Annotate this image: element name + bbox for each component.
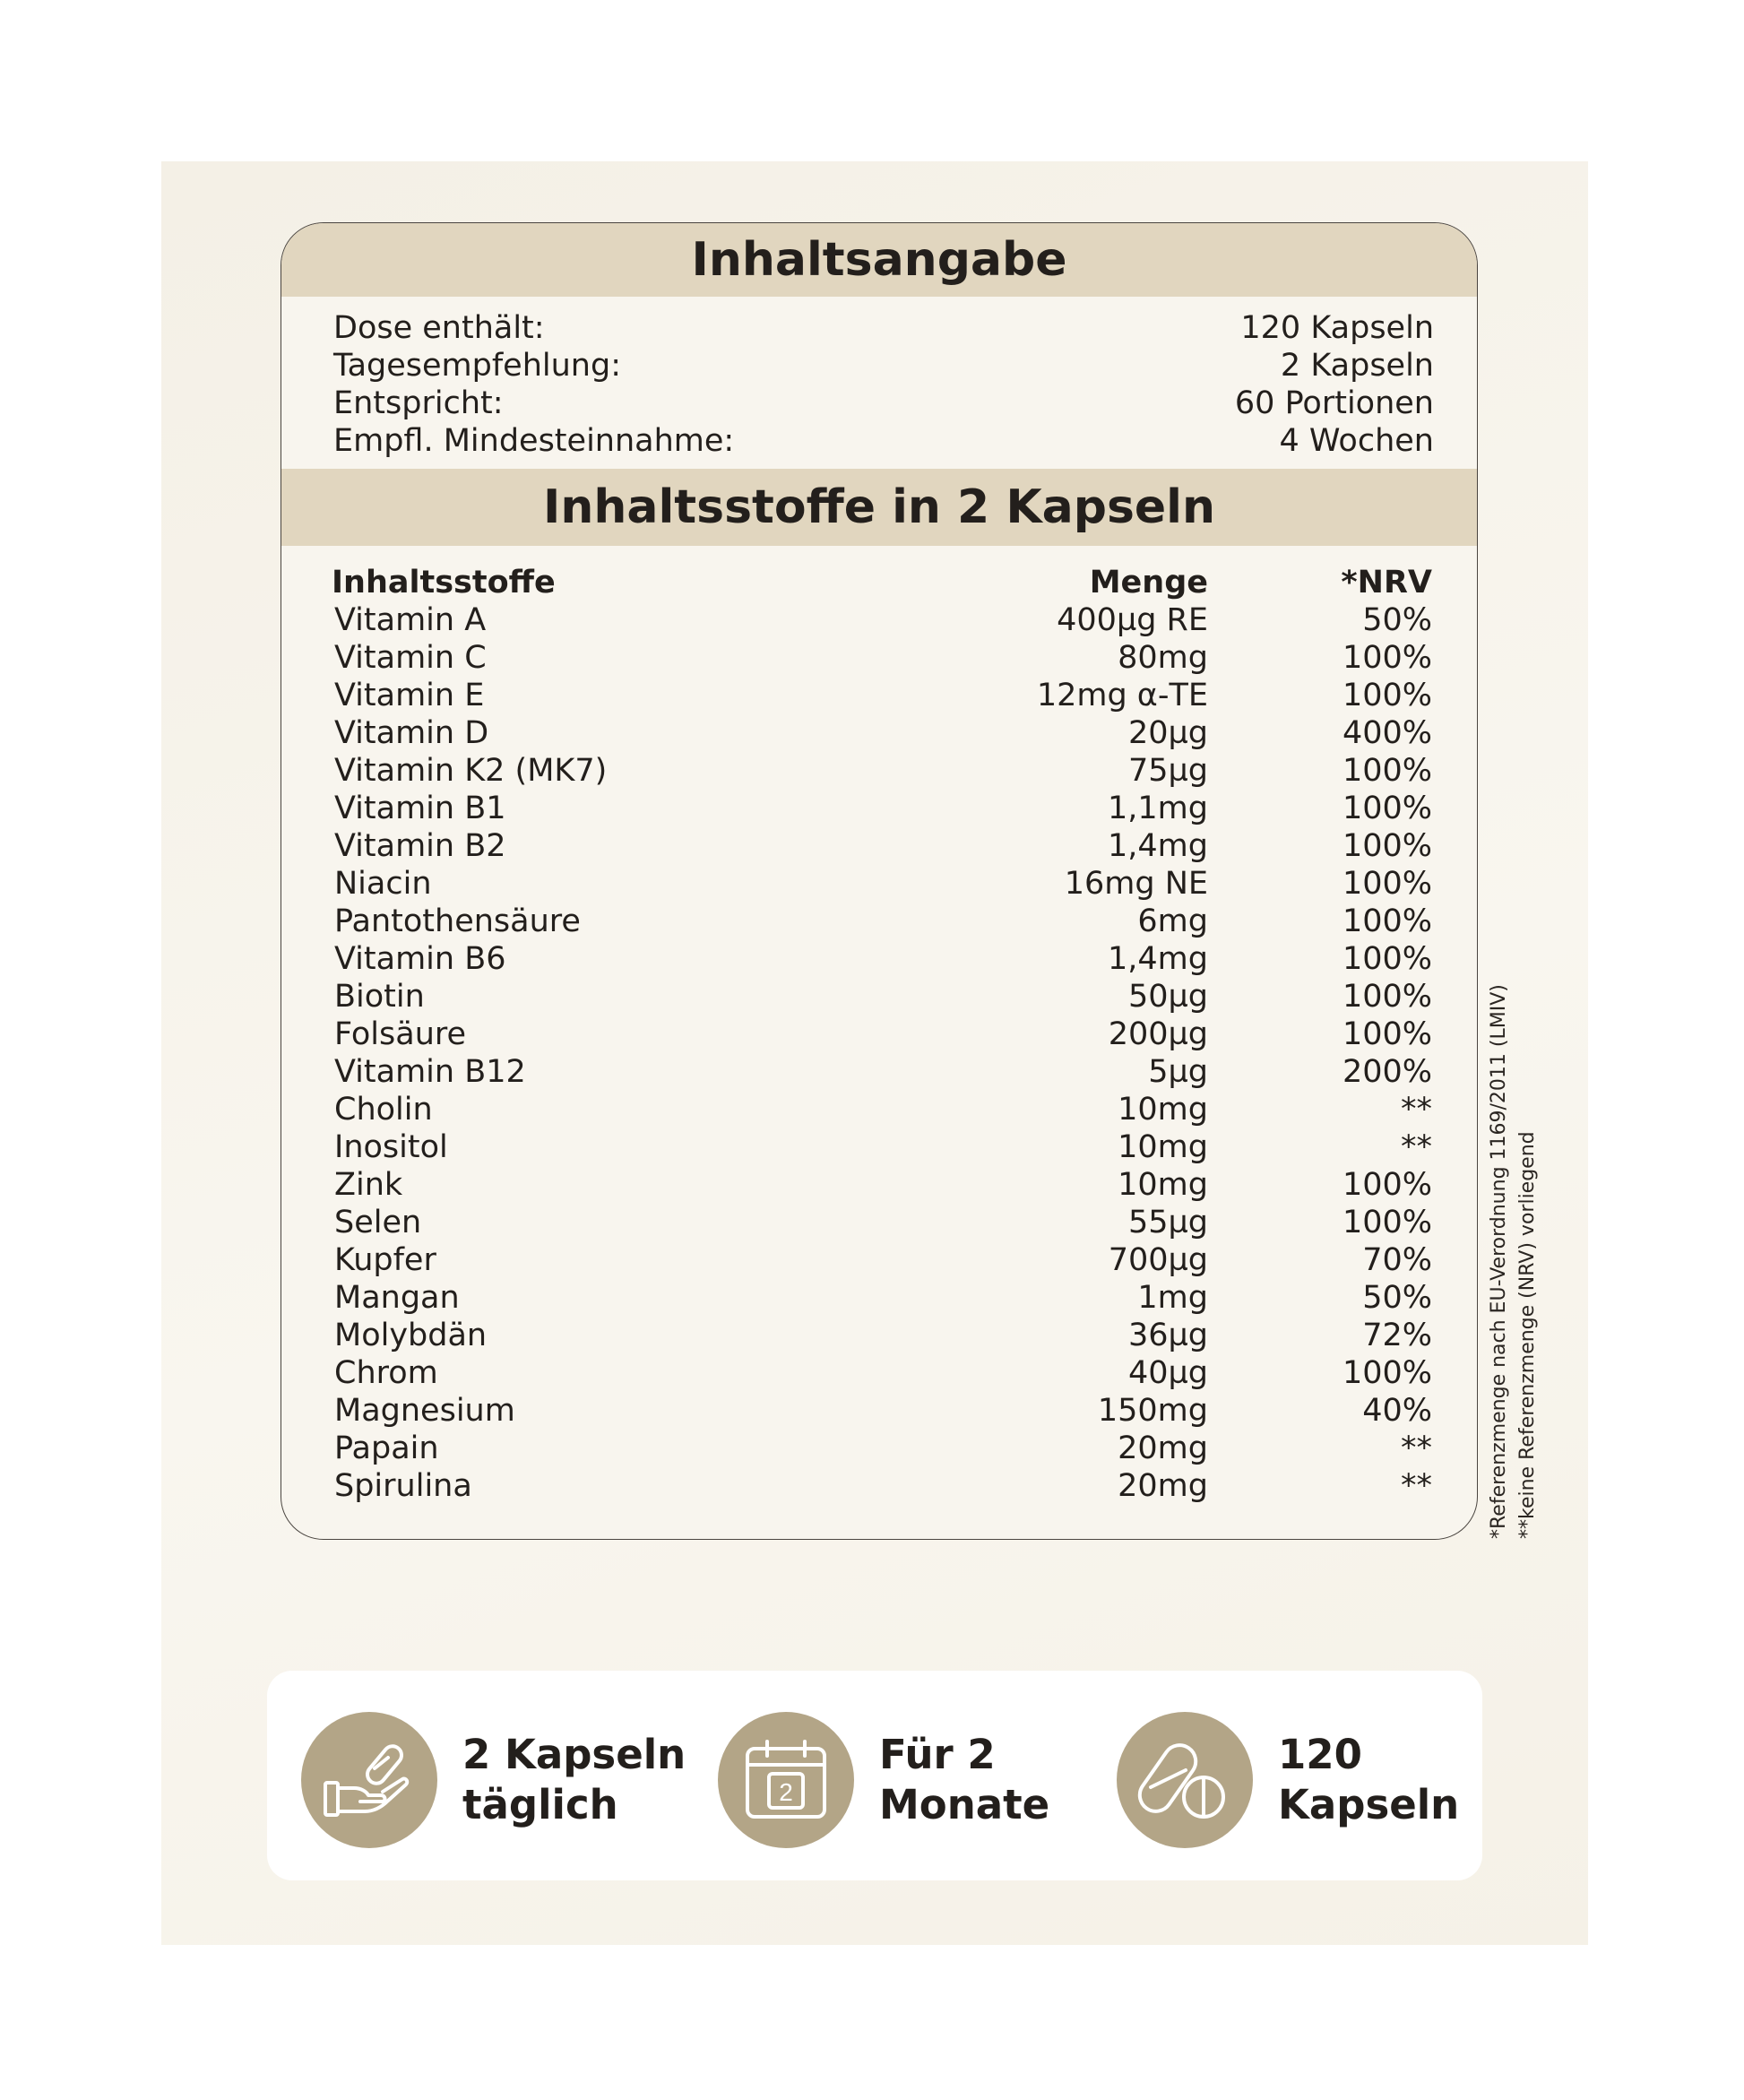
ingredient-name: Papain — [334, 1430, 439, 1466]
ingredient-name: Vitamin K2 (MK7) — [334, 753, 608, 789]
column-header-name: Inhaltsstoffe — [332, 565, 556, 601]
ingredient-amount: 400µg RE — [1057, 602, 1208, 638]
ingredient-row — [332, 1166, 1432, 1204]
ingredient-name: Vitamin B12 — [334, 1054, 526, 1090]
ingredient-name: Vitamin B2 — [334, 828, 506, 864]
ingredient-row — [332, 865, 1432, 903]
ingredients-header — [332, 564, 1432, 601]
ingredient-row — [332, 639, 1432, 677]
ingredient-nrv: 200% — [1342, 1054, 1432, 1090]
ingredient-name: Spirulina — [334, 1468, 472, 1504]
ingredient-name: Pantothensäure — [334, 903, 581, 939]
ingredient-nrv: 100% — [1342, 828, 1432, 864]
ingredient-amount: 40µg — [1127, 1355, 1208, 1391]
ingredient-nrv: ** — [1401, 1129, 1432, 1165]
ingredient-amount: 55µg — [1127, 1205, 1208, 1240]
calendar-number: 2 — [779, 1778, 793, 1806]
footnotes — [1485, 929, 1542, 1539]
ingredient-amount: 20mg — [1118, 1430, 1208, 1466]
ingredient-amount: 10mg — [1118, 1092, 1208, 1128]
ingredient-name: Vitamin C — [334, 640, 487, 676]
info-value: 4 Wochen — [1279, 423, 1434, 459]
feature-label — [462, 1730, 686, 1830]
ingredient-row — [332, 677, 1432, 714]
ingredient-name: Vitamin B1 — [334, 791, 506, 826]
ingredient-row — [332, 1015, 1432, 1053]
ingredient-name: Cholin — [334, 1092, 433, 1128]
feature-label-line: Kapseln — [1278, 1781, 1460, 1828]
hand-capsule-icon — [301, 1712, 437, 1848]
ingredient-name: Folsäure — [334, 1016, 467, 1052]
ingredient-row — [332, 827, 1432, 865]
ingredient-nrv: 100% — [1342, 866, 1432, 902]
ingredient-amount: 150mg — [1097, 1393, 1208, 1429]
ingredient-nrv: 100% — [1342, 1167, 1432, 1203]
ingredient-name: Selen — [334, 1205, 422, 1240]
ingredient-nrv: 100% — [1342, 791, 1432, 826]
ingredient-nrv: 100% — [1342, 1205, 1432, 1240]
info-value: 120 Kapseln — [1240, 310, 1434, 346]
ingredient-row — [332, 978, 1432, 1015]
ingredient-nrv: 50% — [1362, 602, 1432, 638]
product-panel — [161, 161, 1588, 1945]
ingredient-name: Niacin — [334, 866, 432, 902]
ingredient-row — [332, 1430, 1432, 1467]
ingredient-nrv: ** — [1401, 1092, 1432, 1128]
ingredient-name: Vitamin A — [334, 602, 487, 638]
info-row — [333, 347, 1434, 385]
features-bar — [267, 1671, 1482, 1880]
ingredient-amount: 5µg — [1148, 1054, 1208, 1090]
info-label: Dose enthält: — [333, 310, 545, 346]
footnote-nrv: *Referenzmenge nach EU-Verordnung 1169/2011 (LMIV) — [1488, 984, 1510, 1539]
info-row — [333, 422, 1434, 460]
ingredient-amount: 12mg α-TE — [1036, 678, 1208, 713]
ingredient-row — [332, 903, 1432, 940]
ingredient-nrv: 100% — [1342, 979, 1432, 1015]
ingredient-row — [332, 601, 1432, 639]
ingredient-name: Molybdän — [334, 1318, 488, 1353]
ingredient-nrv: 100% — [1342, 1355, 1432, 1391]
ingredient-nrv: 50% — [1362, 1280, 1432, 1316]
column-header-amount: Menge — [1089, 565, 1208, 601]
contents-card — [281, 222, 1478, 1540]
ingredient-name: Vitamin D — [334, 715, 489, 751]
ingredient-nrv: 40% — [1362, 1393, 1432, 1429]
info-label: Tagesempfehlung: — [333, 348, 621, 384]
ingredient-amount: 10mg — [1118, 1167, 1208, 1203]
ingredient-nrv: ** — [1401, 1468, 1432, 1504]
ingredient-name: Magnesium — [334, 1393, 515, 1429]
ingredient-nrv: 100% — [1342, 678, 1432, 713]
ingredient-row — [332, 1204, 1432, 1241]
ingredient-amount: 1,4mg — [1108, 941, 1208, 977]
ingredient-row — [332, 1053, 1432, 1091]
info-value: 60 Portionen — [1234, 385, 1434, 421]
info-label: Entspricht: — [333, 385, 504, 421]
column-header-nrv: *NRV — [1341, 565, 1432, 601]
feature-label-line: Monate — [879, 1781, 1050, 1828]
ingredient-name: Zink — [334, 1167, 403, 1203]
ingredient-row — [332, 790, 1432, 827]
ingredient-row — [332, 752, 1432, 790]
ingredient-nrv: 72% — [1362, 1318, 1432, 1353]
feature-label-line: Für 2 — [879, 1731, 996, 1778]
ingredient-amount: 10mg — [1118, 1129, 1208, 1165]
ingredient-amount: 6mg — [1137, 903, 1208, 939]
feature-count — [1117, 1712, 1459, 1848]
info-row — [333, 309, 1434, 347]
feature-daily-dose — [301, 1712, 686, 1848]
ingredients-table — [281, 546, 1477, 1505]
feature-duration — [718, 1712, 1049, 1848]
feature-label-line: 120 — [1278, 1731, 1362, 1778]
ingredient-name: Chrom — [334, 1355, 438, 1391]
footnote-no-nrv: **keine Referenzmenge (NRV) vorliegend — [1516, 1131, 1539, 1539]
ingredient-amount: 1mg — [1137, 1280, 1208, 1316]
ingredient-amount: 1,1mg — [1108, 791, 1208, 826]
ingredient-name: Mangan — [334, 1280, 460, 1316]
ingredient-nrv: 100% — [1342, 1016, 1432, 1052]
ingredient-row — [332, 940, 1432, 978]
capsules-icon — [1117, 1712, 1253, 1848]
contents-title: Inhaltsangabe — [281, 223, 1477, 297]
ingredient-amount: 200µg — [1108, 1016, 1208, 1052]
ingredient-row — [332, 1317, 1432, 1354]
ingredient-amount: 36µg — [1127, 1318, 1208, 1353]
ingredient-amount: 80mg — [1118, 640, 1208, 676]
ingredient-nrv: 70% — [1362, 1242, 1432, 1278]
ingredient-row — [332, 714, 1432, 752]
ingredient-row — [332, 1354, 1432, 1392]
ingredient-row — [332, 1467, 1432, 1505]
package-info — [281, 297, 1477, 469]
ingredient-nrv: 400% — [1342, 715, 1432, 751]
ingredient-row — [332, 1279, 1432, 1317]
calendar-icon — [718, 1712, 854, 1848]
ingredient-name: Vitamin E — [334, 678, 485, 713]
ingredient-amount: 1,4mg — [1108, 828, 1208, 864]
ingredients-rows — [332, 601, 1432, 1505]
ingredient-row — [332, 1091, 1432, 1128]
ingredient-amount: 20mg — [1118, 1468, 1208, 1504]
ingredient-nrv: 100% — [1342, 753, 1432, 789]
ingredient-row — [332, 1241, 1432, 1279]
ingredient-amount: 700µg — [1108, 1242, 1208, 1278]
ingredient-nrv: 100% — [1342, 903, 1432, 939]
info-value: 2 Kapseln — [1280, 348, 1434, 384]
ingredients-title: Inhaltsstoffe in 2 Kapseln — [281, 469, 1477, 546]
ingredient-amount: 50µg — [1127, 979, 1208, 1015]
ingredient-row — [332, 1128, 1432, 1166]
ingredient-row — [332, 1392, 1432, 1430]
feature-label — [879, 1730, 1049, 1830]
ingredient-name: Inositol — [334, 1129, 448, 1165]
feature-label-line: 2 Kapseln — [462, 1731, 686, 1778]
ingredient-nrv: 100% — [1342, 941, 1432, 977]
info-row — [333, 385, 1434, 422]
ingredient-name: Biotin — [334, 979, 425, 1015]
ingredient-amount: 16mg NE — [1064, 866, 1208, 902]
info-label: Empfl. Mindesteinnahme: — [333, 423, 735, 459]
ingredient-nrv: ** — [1401, 1430, 1432, 1466]
ingredient-amount: 20µg — [1127, 715, 1208, 751]
ingredient-name: Vitamin B6 — [334, 941, 506, 977]
ingredient-name: Kupfer — [334, 1242, 436, 1278]
ingredient-nrv: 100% — [1342, 640, 1432, 676]
ingredient-amount: 75µg — [1127, 753, 1208, 789]
feature-label-line: täglich — [462, 1781, 618, 1828]
feature-label — [1278, 1730, 1459, 1830]
